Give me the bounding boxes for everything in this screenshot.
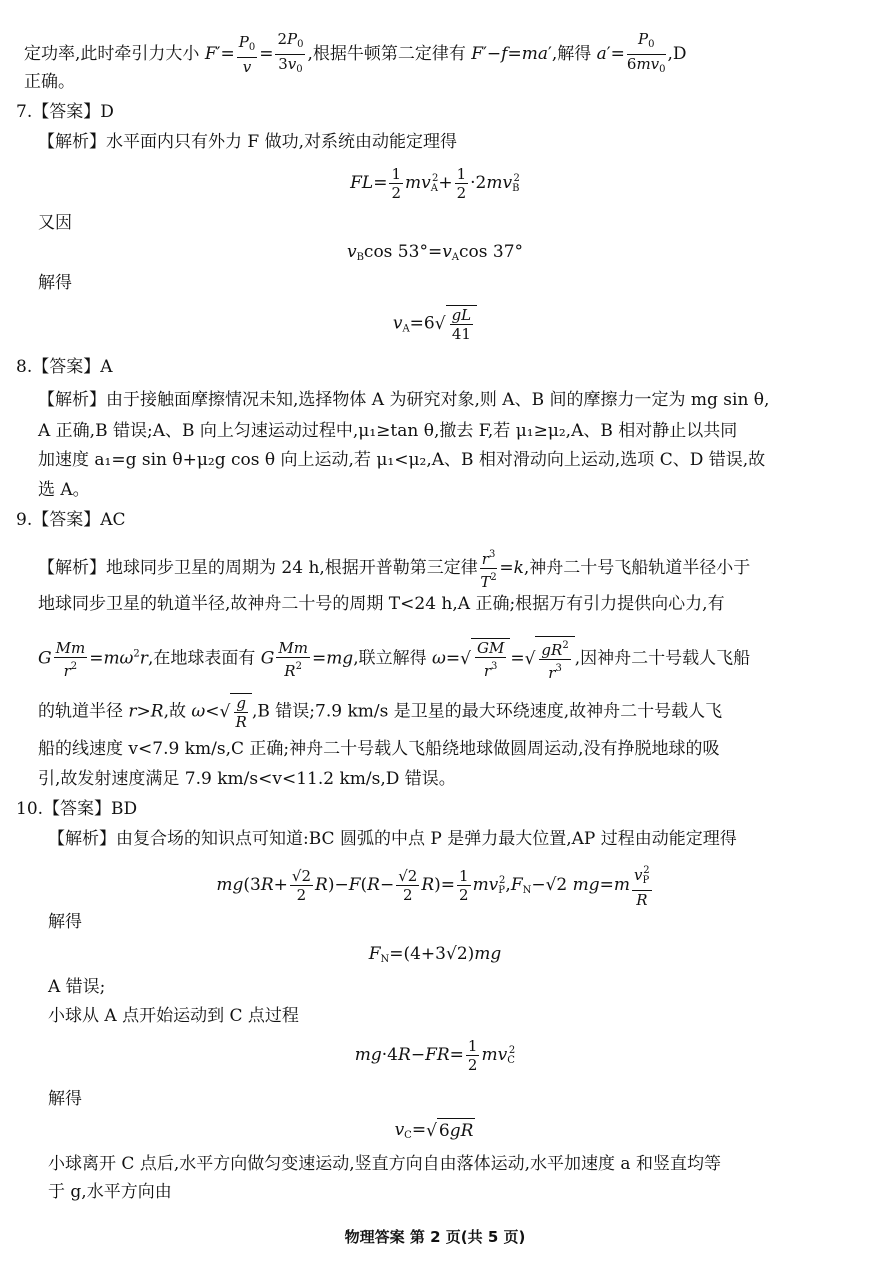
q10-equation-2: $F_N=(4+3√2)mg$ <box>368 944 502 965</box>
text-line: 定功率,此时牵引力大小 F′= $\frac{P_0}{v}$ = $\frac{2P_0}{3v_0}$ ,根据牛顿第二定律有 F′−f=ma′,解得 a′= $\frac{P_0}{6mv_0}$ ,D <box>24 30 687 76</box>
q8-line: 加速度 a₁=g sin θ+μ₂g cos θ 向上运动,若 μ₁<μ₂,A、B 相对滑动向上运动,选项 C、D 错误,故 <box>38 450 766 470</box>
page-footer: 物理答案 第 2 页(共 5 页) <box>344 1228 526 1246</box>
q9-line: 的轨道半径 r>R,故 ω<√ $\frac{g}{R}$ ,B 错误;7.9 km/s 是卫星的最大环绕速度,故神舟二十号载人飞 <box>38 694 723 731</box>
q8-line: 【解析】由于接触面摩擦情况未知,选择物体 A 为研究对象,则 A、B 间的摩擦力一定为 mg sin θ, <box>38 390 770 410</box>
q10-line: 小球离开 C 点后,水平方向做匀变速运动,竖直方向自由落体运动,水平加速度 a 和竖直均等 <box>48 1154 721 1174</box>
q9-line: 【解析】地球同步卫星的周期为 24 h,根据开普勒第三定律 $\frac{r^3}{T^2}$ =k,神舟二十号飞船轨道半径小于 <box>38 546 750 591</box>
q8-answer: 8.【答案】A <box>16 357 113 377</box>
text-line: 正确。 <box>24 72 75 92</box>
q9-line: 地球同步卫星的轨道半径,故神舟二十号的周期 T<24 h,A 正确;根据万有引力提供向心力,有 <box>38 594 725 614</box>
q9-answer: 9.【答案】AC <box>16 510 126 530</box>
q7-explanation: 【解析】水平面内只有外力 F 做功,对系统由动能定理得 <box>38 132 458 152</box>
q10-equation-1: mg(3R+ $\frac{√2}{2}$ R)−F(R− $\frac{√2}{2}$ R)= $\frac{1}{2}$ $mv_P^2,F_N-√2$ mg=m $\frac{v_P^2}{R}$ <box>0 862 870 909</box>
q7-equation-2: $v_B\cos$ $53^\circ=v_A\cos$ 37° <box>346 242 524 263</box>
q8-line: A 正确,B 错误;A、B 向上匀速运动过程中,μ₁≥tan θ,撤去 F,若 μ₁≥μ₂,A、B 相对静止以共同 <box>38 421 738 441</box>
q9-line: 引,故发射速度满足 7.9 km/s<v<11.2 km/s,D 错误。 <box>38 769 456 789</box>
q10-equation-3: mg·4R−FR= $\frac{1}{2}$ $mv_C^2$ <box>354 1037 516 1074</box>
q10-from: 小球从 A 点开始运动到 C 点过程 <box>48 1006 299 1026</box>
q7-answer: 7.【答案】D <box>16 102 114 122</box>
q10-solve: 解得 <box>48 1089 82 1109</box>
q9-line: 船的线速度 v<7.9 km/s,C 正确;神舟二十号载人飞船绕地球做圆周运动,没有挣脱地球的吸 <box>38 739 720 759</box>
q10-solve: 解得 <box>48 912 82 932</box>
q9-line: G $\frac{Mm}{r^2}$ $=m\omega^2r$,在地球表面有 G $\frac{Mm}{R^2}$ =mg,联立解得 ω=√ $\frac{GM}{r^3}$ =√ $\frac{gR^2}{r^3}$ ,因神舟二十号载人飞船 <box>38 636 750 682</box>
q10-explanation: 【解析】由复合场的知识点可知道:BC 圆弧的中点 P 是弹力最大位置,AP 过程由动能定理得 <box>48 829 737 849</box>
q7-also: 又因 <box>38 213 72 233</box>
q10-answer: 10.【答案】BD <box>16 799 138 819</box>
q10-wrong: A 错误; <box>48 977 106 997</box>
q10-equation-4: $v_C=√$ 6gR <box>394 1120 474 1141</box>
q7-solve: 解得 <box>38 273 72 293</box>
q7-equation-1: FL= $\frac{1}{2}$ $mv_A^2+$ $\frac{1}{2}$ $\cdot 2mv_B^2$ <box>350 165 520 202</box>
q10-line: 于 g,水平方向由 <box>48 1182 172 1202</box>
q8-line: 选 A。 <box>38 480 90 500</box>
q7-equation-3: $v_A=6√$ $\frac{gL}{41}$ <box>0 305 870 343</box>
